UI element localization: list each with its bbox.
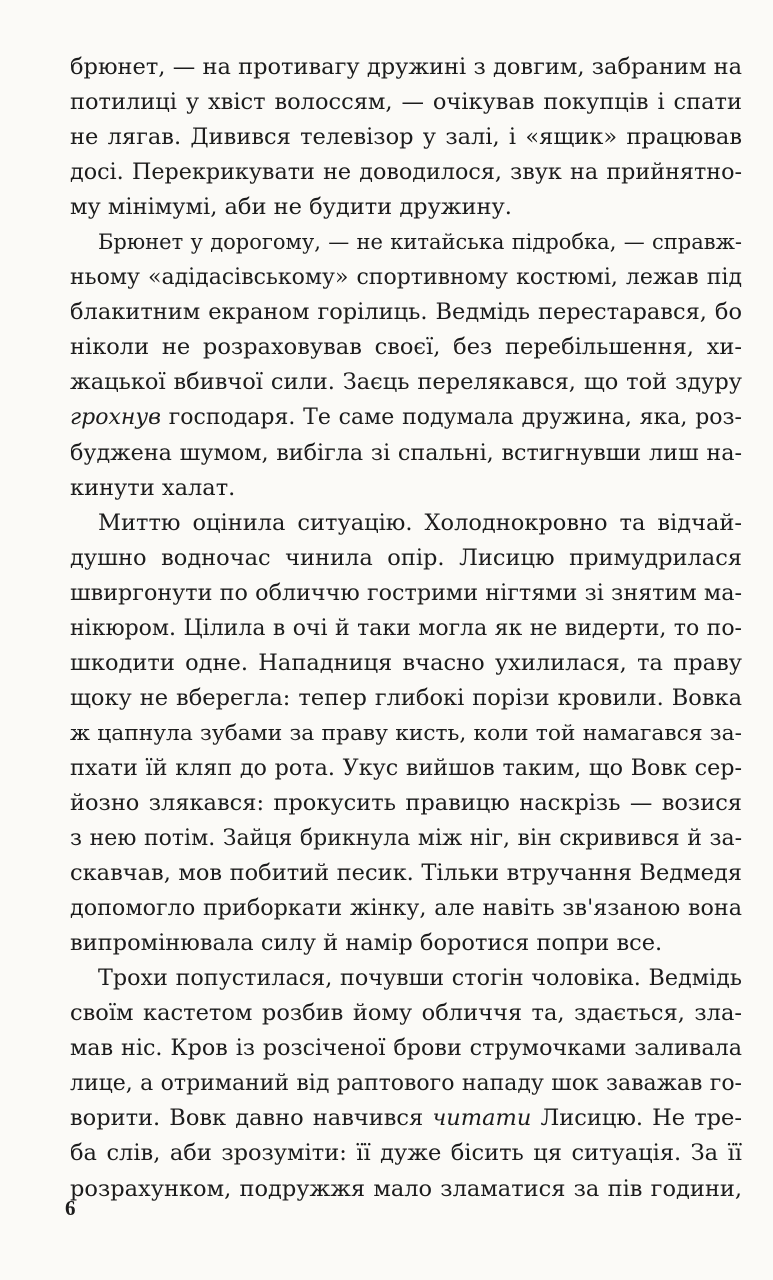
text-line: допомогло приборкати жінку, але навіть зв'язаною вона xyxy=(70,895,742,922)
text-line: кинути халат. xyxy=(70,474,236,501)
text-line: жацької вбивчої сили. Заєць перелякався, що той здуру xyxy=(70,369,742,396)
text-line: лице, а отриманий від раптового нападу шок заважав го- xyxy=(70,1071,742,1097)
text-line: Миттю оцінила ситуацію. Холоднокровно та відчай- xyxy=(98,509,742,536)
text-line: ворити. Вовк давно навчився читати Лисицю. Не тре- xyxy=(70,1105,742,1132)
text-line: нікюром. Цілила в очі й таки могла як не видерти, то по- xyxy=(70,615,742,641)
page-number: 6 xyxy=(65,1196,76,1220)
text-line: Трохи попустилася, почувши стогін чоловіка. Ведмідь xyxy=(98,965,742,992)
text-line: пхати їй кляп до рота. Укус вийшов таким, що Вовк сер- xyxy=(70,754,742,781)
text-line: блакитним екраном горілиць. Ведмідь перестарався, бо xyxy=(70,299,742,326)
text-line: брюнет, — на противагу дружині з довгим, забраним на xyxy=(70,54,742,80)
text-line: потилиці у хвіст волоссям, — очікував покупців і спати xyxy=(70,89,742,116)
emphasis: читати xyxy=(432,1105,532,1132)
text-line: мав ніс. Кров із розсіченої брови струмочками заливала xyxy=(70,1035,742,1062)
text-line: ніколи не розраховував своєї, без перебільшення, хи- xyxy=(70,334,742,361)
body-text xyxy=(70,50,742,1207)
text-line: шкодити одне. Нападниця вчасно ухилилася, та праву xyxy=(70,649,742,676)
emphasis: грохнув xyxy=(70,405,161,431)
text-line: душно водночас чинила опір. Лисицю примудрилася xyxy=(70,544,742,571)
text-line: швиргонути по обличчю гострими нігтями зі знятим ма- xyxy=(70,579,742,606)
text-line: грохнув господаря. Те саме подумала дружина, яка, роз- xyxy=(70,405,742,431)
text-line: ньому «адідасівському» спортивному костюмі, лежав під xyxy=(70,265,742,291)
text-line: досі. Перекрикувати не доводилося, звук на прийнятно- xyxy=(70,159,742,186)
text-line: му мінімумі, аби не будити дружину. xyxy=(70,194,512,221)
text-line: ба слів, аби зрозуміти: її дуже бісить ця ситуація. За її xyxy=(70,1140,742,1167)
text-line: скавчав, мов побитий песик. Тільки втручання Ведмедя xyxy=(70,860,742,887)
text-line: буджена шумом, вибігла зі спальні, встигнувши лиш на- xyxy=(70,439,742,466)
text-line: з нею потім. Зайця брикнула між ніг, він скривився й за- xyxy=(70,826,742,852)
text-line: Брюнет у дорогому, — не китайська підробка, — справж- xyxy=(98,230,742,255)
text-line: своїм кастетом розбив йому обличчя та, здається, зла- xyxy=(70,1000,742,1027)
text-line: йозно злякався: прокусить правицю наскрізь — возися xyxy=(70,789,742,816)
text-line: розрахунком, подружжя мало зламатися за пів години, xyxy=(70,1175,742,1202)
text-line: випромінювала силу й намір боротися попри все. xyxy=(70,930,663,957)
text-line: щоку не вберегла: тепер глибокі порізи кровили. Вовка xyxy=(70,684,742,711)
text-line: ж цапнула зубами за праву кисть, коли той намагався за- xyxy=(70,720,742,746)
text-line: не лягав. Дивився телевізор у залі, і «ящик» працював xyxy=(70,124,742,151)
